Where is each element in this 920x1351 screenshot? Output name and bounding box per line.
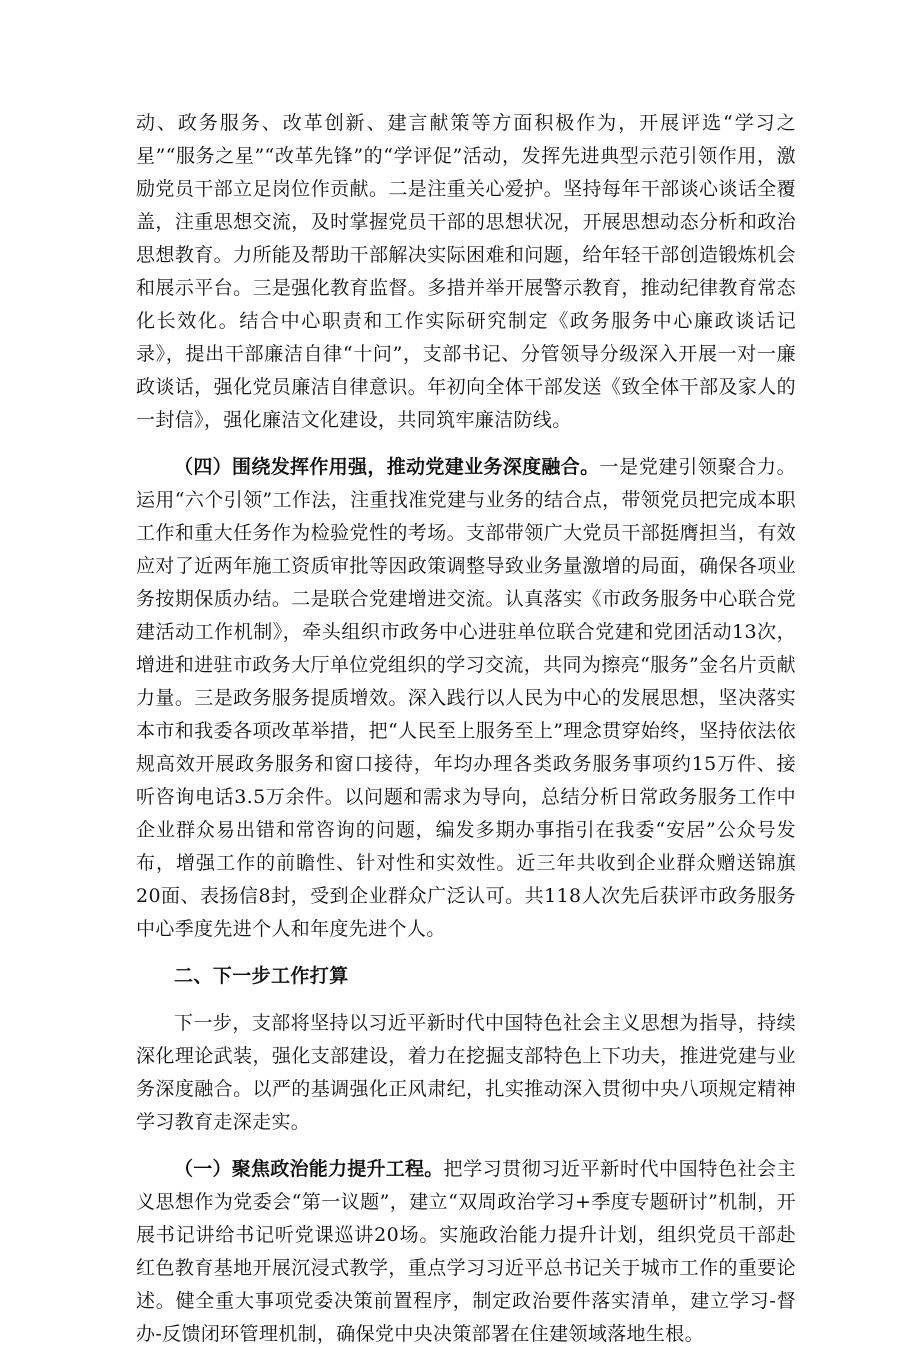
section-4-text: 一是党建引领聚合力。运用“六个引领”工作法，注重找准党建与业务的结合点，带领党员把完成本职工作和重大任务作为检验党性的考场。支部带领广大党员干部挺膺担当，有效应对了近两年施工资质审批等因政策调整导致业务量激增的局面，确保各项业务按期保质办结。二是联合党建增进交流。认真落实《市政务服务中心联合党建活动工作机制》，牵头组织市政务中心进驻单位联合党建和党团活动13次，增进和进驻市政务大厅单位党组织的学习交流，共同为擦亮“服务”金名片贡献力量。三是政务服务提质增效。深入践行以人民为中心的发展思想，坚决落实本市和我委各项改革举措，把“人民至上服务至上”理念贯穿始终，坚持依法依规高效开展政务服务和窗口接待，年均办理各类政务服务事项约15万件、接听咨询电话3.5万余件。以问题和需求为导向，总结分析日常政务服务工作中企业群众易出错和常咨询的问题，编发多期办事指引在我委“安居”公众号发布，增强工作的前瞻性、针对性和实效性。近三年共收到企业群众赠送锦旗20面、表扬信8封，受到企业群众广泛认可。共118人次先后获评市政务服务中心季度先进个人和年度先进个人。 xyxy=(136,456,796,940)
paragraph-next-steps-intro: 下一步，支部将坚持以习近平新时代中国特色社会主义思想为指导，持续深化理论武装，强化支部建设，着力在挖掘支部特色上下功夫，推进党建与业务深度融合。以严的基调强化正风肃纪，扎实推动深入贯彻中央八项规定精神学习教育走深走实。 xyxy=(136,1012,796,1133)
paragraph-political-ability xyxy=(136,1153,796,1351)
political-ability-text: 把学习贯彻习近平新时代中国特色社会主义思想作为党委会“第一议题”，建立“双周政治学习+季度专题研讨”机制，开展书记讲给书记听党课巡讲20场。实施政治能力提升计划，组织党员干部赴红色教育基地开展沉浸式教学，重点学习习近平总书记关于城市工作的重要论述。健全重大事项党委决策前置程序，制定政治要件落实清单，建立学习-督办-反馈闭环管理机制，确保党中央决策部署在住建领域落地生根。 xyxy=(136,1158,796,1345)
paragraph-section-4 xyxy=(136,451,796,946)
document-body xyxy=(136,107,796,1351)
paragraph-continued: 动、政务服务、改革创新、建言献策等方面积极作为，开展评选“学习之星”“服务之星”“改革先锋”的“学评促”活动，发挥先进典型示范引领作用，激励党员干部立足岗位作贡献。二是注重关心爱护。坚持每年干部谈心谈话全覆盖，注重思想交流，及时掌握党员干部的思想状况，开展思想动态分析和政治思想教育。力所能及帮助干部解决实际困难和问题，给年轻干部创造锻炼机会和展示平台。三是强化教育监督。多措并举开展警示教育，推动纪律教育常态化长效化。结合中心职责和工作实际研究制定《政务服务中心廉政谈话记录》，提出干部廉洁自律“十问”，支部书记、分管领导分级深入开展一对一廉政谈话，强化党员廉洁自律意识。年初向全体干部发送《致全体干部及家人的一封信》，强化廉洁文化建设，共同筑牢廉洁防线。 xyxy=(136,112,796,431)
section-4-lead: （四）围绕发挥作用强，推动党建业务深度融合。 xyxy=(174,456,600,478)
heading-next-steps: 二、下一步工作打算 xyxy=(174,965,349,987)
political-ability-lead: （一）聚焦政治能力提升工程。 xyxy=(174,1158,444,1180)
